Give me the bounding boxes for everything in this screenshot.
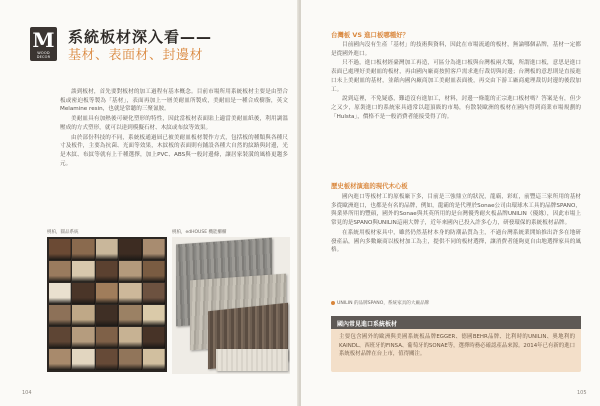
shelf-panel bbox=[49, 261, 71, 282]
info-box bbox=[331, 316, 581, 372]
paragraph: 在系統用板材家具中，雖然仍然基材本身的防潮品質為主，不過台灣系統業開始推出許多在地研發產品，國內多數廠商以板材加工為主，提供不同的板材選擇，讓消費者能夠更自由地選擇家具的風格。 bbox=[331, 229, 581, 254]
shelf-panel bbox=[72, 283, 94, 304]
info-box-title: 國內常見進口系統板材 bbox=[331, 316, 581, 329]
shelf-panel bbox=[119, 349, 141, 370]
page-number: 104 bbox=[22, 390, 32, 396]
shelf-panel bbox=[96, 239, 118, 260]
shelf-panel bbox=[96, 261, 118, 282]
right-body-column-a bbox=[331, 41, 581, 122]
shelf-panel bbox=[96, 349, 118, 370]
section-heading: 台灣板 VS 進口板哪種好？ bbox=[331, 31, 409, 39]
shelf-grid bbox=[49, 239, 165, 370]
shelf-panel bbox=[96, 327, 118, 348]
bullet-dot-icon bbox=[331, 301, 335, 305]
shelf-panel bbox=[72, 261, 94, 282]
shelf-panel bbox=[143, 261, 165, 282]
shelf-panel bbox=[49, 239, 71, 260]
shelf-panel bbox=[119, 283, 141, 304]
left-body-column bbox=[60, 88, 288, 169]
laminate-boards-photo bbox=[172, 237, 290, 374]
section-heading: 歷史板材演進的現代木心板 bbox=[331, 182, 408, 190]
shelf-panel bbox=[119, 327, 141, 348]
shelf-photo bbox=[47, 237, 167, 372]
paragraph: 說到這裡，不免疑惑，難道沒有進加工，材料，封邊一條龍的正宗進口板材嗎？答案是有，但少之又少，原裝進口的系統家具通常以超頂級的市場，有散裝歐洲的板材在國內得到商業市場規劃的「Hulsta」，價格不是一般消費者能接受得了的。 bbox=[331, 96, 581, 120]
shelf-panel bbox=[143, 327, 165, 348]
logo-letter: M bbox=[32, 28, 55, 52]
shelf-panel bbox=[143, 283, 165, 304]
shelf-panel bbox=[96, 305, 118, 326]
paragraph: 只不過，進口板材經臺灣加工再造，可區分為進口板與台灣板兩大類，所謂進口板，意思是進口表面已處理好美耐皿的板材，再由國內廠商按照客戶需求進行裁切與封邊；台灣板的意思則是直接進口未上美耐皿的基材，並藉內國內廠商加工美耐皿表面後，再交由下游工廠商處理裁切封邊的後段加工。 bbox=[331, 60, 581, 93]
shelf-panel bbox=[72, 349, 94, 370]
photo-note-text: UNILIN 的品牌SPANO，系統家具的大廠品牌 bbox=[337, 301, 430, 306]
shelf-panel bbox=[119, 261, 141, 282]
shelf-panel bbox=[143, 305, 165, 326]
shelf-panel bbox=[72, 327, 94, 348]
paragraph: 談到板材，首先要對板材的加工過程有基本概念。目前市場所用系統板材主要是由塑合板或密迫板等製為「基材」，表面再加上一層美耐皿所製成，美耐皿是一種合成樹脂，英文Melamine resin，也就是常聽的三聚氰胺。 bbox=[60, 89, 288, 113]
shelf-panel bbox=[96, 283, 118, 304]
page-number: 105 bbox=[577, 390, 587, 396]
page-subtitle: 基材、表面材、封邊材 bbox=[68, 48, 204, 63]
shelf-panel bbox=[72, 239, 94, 260]
photo-note bbox=[331, 300, 429, 306]
photo-caption: 桃柏，圓品系統 bbox=[47, 230, 79, 235]
logo-subtext: WOOD DECOR bbox=[36, 51, 51, 59]
shelf-panel bbox=[143, 239, 165, 260]
shelf-panel bbox=[49, 349, 71, 370]
shelf-panel bbox=[119, 305, 141, 326]
shelf-panel bbox=[119, 239, 141, 260]
shelf-panel bbox=[143, 349, 165, 370]
paragraph: 由於部份科技的不同，系統板通過屆已被美耐皿板材製作方式，包括板的種類與各種尺寸及板件，主要為抗菌、光面等效果，木紋板的表面則有鋪設各種大自然的紋路與封邊，光是木紋、布紋等就有上千種選擇，加上PVC、ABS與一般封邊條，讓居家裝潢的風格更趨多元。 bbox=[60, 134, 288, 167]
shelf-panel bbox=[49, 283, 71, 304]
info-box-text: 主要包含國外的歐洲與美國系統板品牌EGGER、德國BEHR品牌、比利時的UNILIN、奧地利的KAINDL、西班牙的FINSA、葡萄牙的SONAE等，選擇時務必確認產品來源。2014年已有新的進口系統板材品牌在台上市，值得關注。 bbox=[339, 334, 575, 357]
left-page bbox=[0, 0, 299, 406]
right-body-column-b bbox=[331, 193, 581, 256]
paragraph: 美耐皿具有加熱後可硬化塑形的特性，因此當板材表面貼上適當美耐皿紙後，利用調溫壓成的方式塑形，就可以達到模擬石材、木紋或布紋等效果。 bbox=[60, 116, 288, 131]
paragraph: 國內進口等板材工的原板廠下多，目前是三強鼎立的狀況，龍霸，彩虹，前豐這三家所用的基材多從歐洲進口，也都是有名的品牌，例如，龍霸的是代理於Sonae公司由環球木工具的品牌SPANO，與業界所用的豐碩，國外的Sonae與其英所用的是台灣優秀耐火板品牌UNILIN（優緣），因此市場上常見的是SPANO與UNILIN這兩大牌子，近年來國內已投入許多心力，研發環保的系統板材品牌。 bbox=[331, 194, 581, 227]
photo-caption: 桃柏，edHOUSE 機能櫃櫃 bbox=[172, 230, 227, 235]
logo-badge bbox=[30, 27, 57, 61]
shelf-panel bbox=[49, 327, 71, 348]
shelf-panel bbox=[49, 305, 71, 326]
paragraph: 目前國內沒有生產「基材」的技術與資料，因此在市場流通的板材，無論哪個品牌，基材一定都是從國外進口。 bbox=[331, 42, 581, 57]
laminate-board bbox=[216, 349, 288, 371]
page-title: 系統板材深入看—— bbox=[68, 28, 213, 46]
shelf-panel bbox=[72, 305, 94, 326]
